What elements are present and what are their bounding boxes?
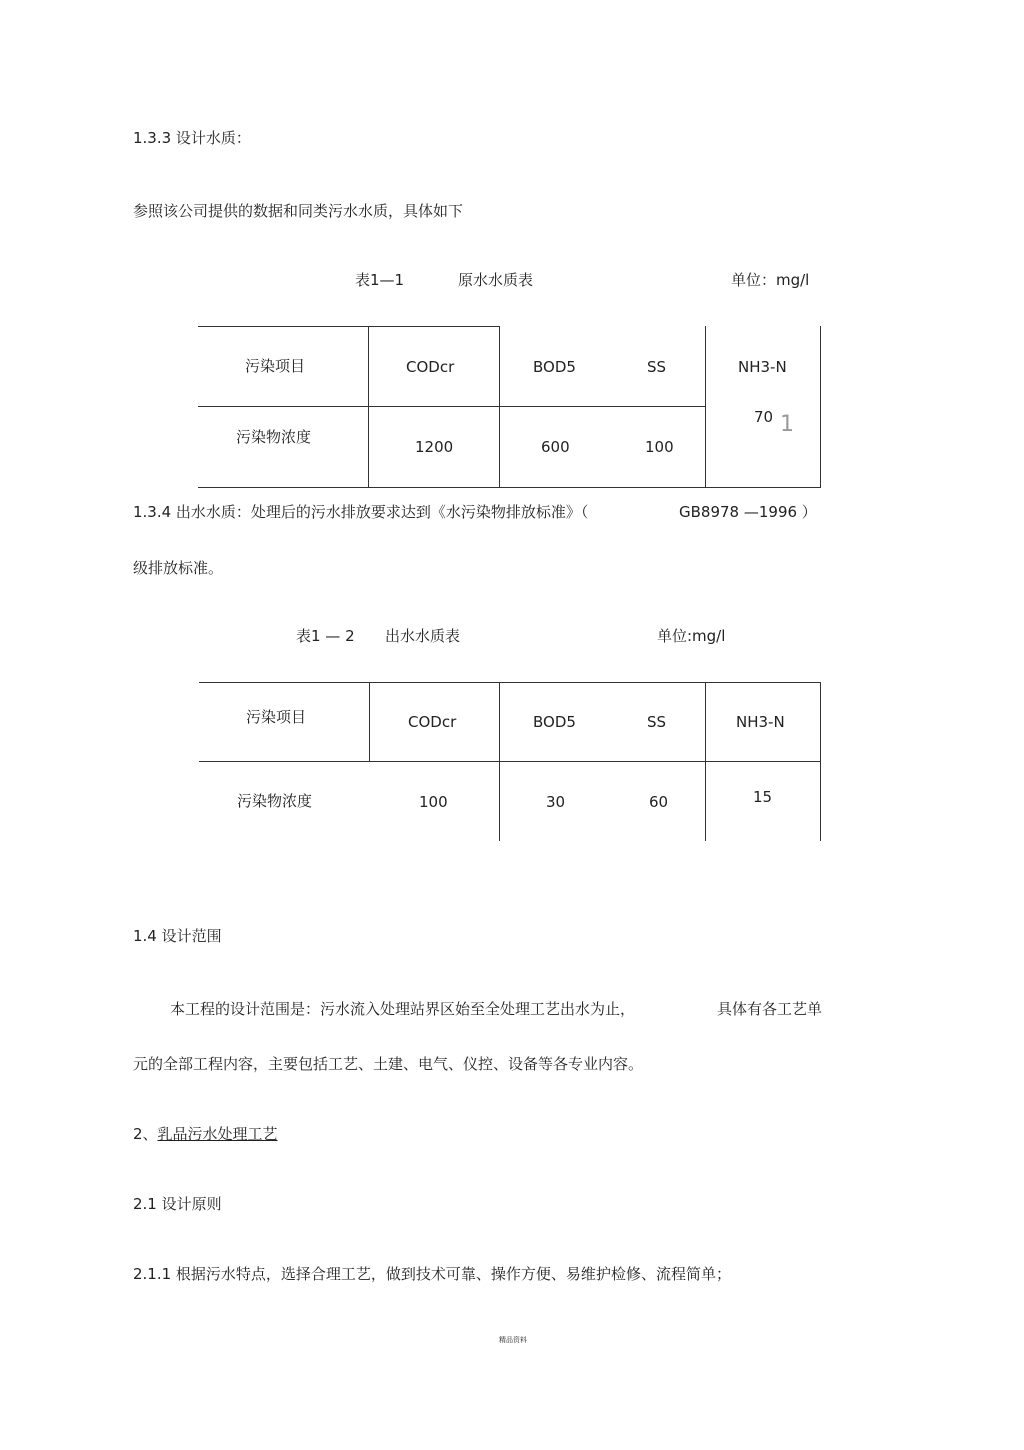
table2-value-nh3n: 15 <box>753 788 773 806</box>
table2-header-bod5: BOD5 <box>533 713 576 731</box>
table1-header-nh3n: NH3-N <box>738 358 787 376</box>
table1-value-ss: 100 <box>645 438 674 456</box>
table2-title: 出水水质表 <box>385 627 461 645</box>
section-2-number: 2、 <box>133 1125 158 1143</box>
section-1-3-4-text: 1.3.4 出水水质：处理后的污水排放要求达到《水污染物排放标准》（ <box>133 503 589 521</box>
table1-value-nh3n: 70 <box>754 408 774 426</box>
table1-stray-mark: 1 <box>780 412 794 437</box>
table1-header-pollutant: 污染项目 <box>245 357 306 375</box>
table2-header-nh3n: NH3-N <box>736 713 785 731</box>
section-2-1-1-text: 2.1.1 根据污水特点，选择合理工艺，做到技术可靠、操作方便、易维护检修、流程简单； <box>133 1265 731 1283</box>
table2-value-bod5: 30 <box>546 793 566 811</box>
table1-value-codcr: 1200 <box>415 438 454 456</box>
table2-header-ss: SS <box>647 713 667 731</box>
table1-header-ss: SS <box>647 358 667 376</box>
section-1-4-heading: 1.4 设计范围 <box>133 927 222 945</box>
section-1-3-3-heading: 1.3.3 设计水质： <box>133 129 251 147</box>
table2-header-pollutant: 污染项目 <box>246 708 307 726</box>
table2-row-label: 污染物浓度 <box>237 792 313 810</box>
table1-row-label: 污染物浓度 <box>236 428 312 446</box>
table1-label: 表1—1 <box>355 271 405 289</box>
table2-unit: 单位:mg/l <box>657 627 726 645</box>
section-2-title: 乳品污水处理工艺 <box>157 1125 278 1143</box>
table2-header-codcr: CODcr <box>408 713 457 731</box>
reference-paragraph: 参照该公司提供的数据和同类污水水质，具体如下 <box>133 202 464 220</box>
table2-value-ss: 60 <box>649 793 669 811</box>
table1-header-bod5: BOD5 <box>533 358 576 376</box>
table1-title: 原水水质表 <box>458 271 534 289</box>
table1-header-codcr: CODcr <box>406 358 455 376</box>
table2-label: 表1 — 2 <box>296 627 355 645</box>
table2-value-codcr: 100 <box>419 793 448 811</box>
scope-paragraph-part3: 元的全部工程内容，主要包括工艺、土建、电气、仪控、设备等各专业内容。 <box>133 1055 644 1073</box>
section-1-3-4-standard: GB8978 —1996 ） <box>679 503 817 521</box>
scope-paragraph-part2: 具体有各工艺单 <box>717 1000 823 1018</box>
table1-unit: 单位：mg/l <box>731 271 810 289</box>
section-2-heading <box>133 1127 278 1142</box>
table1-value-bod5: 600 <box>541 438 570 456</box>
section-1-3-4-continuation: 级排放标准。 <box>133 559 224 577</box>
section-2-1-heading: 2.1 设计原则 <box>133 1195 222 1213</box>
scope-paragraph-part1: 本工程的设计范围是：污水流入处理站界区始至全处理工艺出水为止， <box>170 1000 636 1018</box>
page-footer: 精品资料 <box>499 1336 527 1344</box>
